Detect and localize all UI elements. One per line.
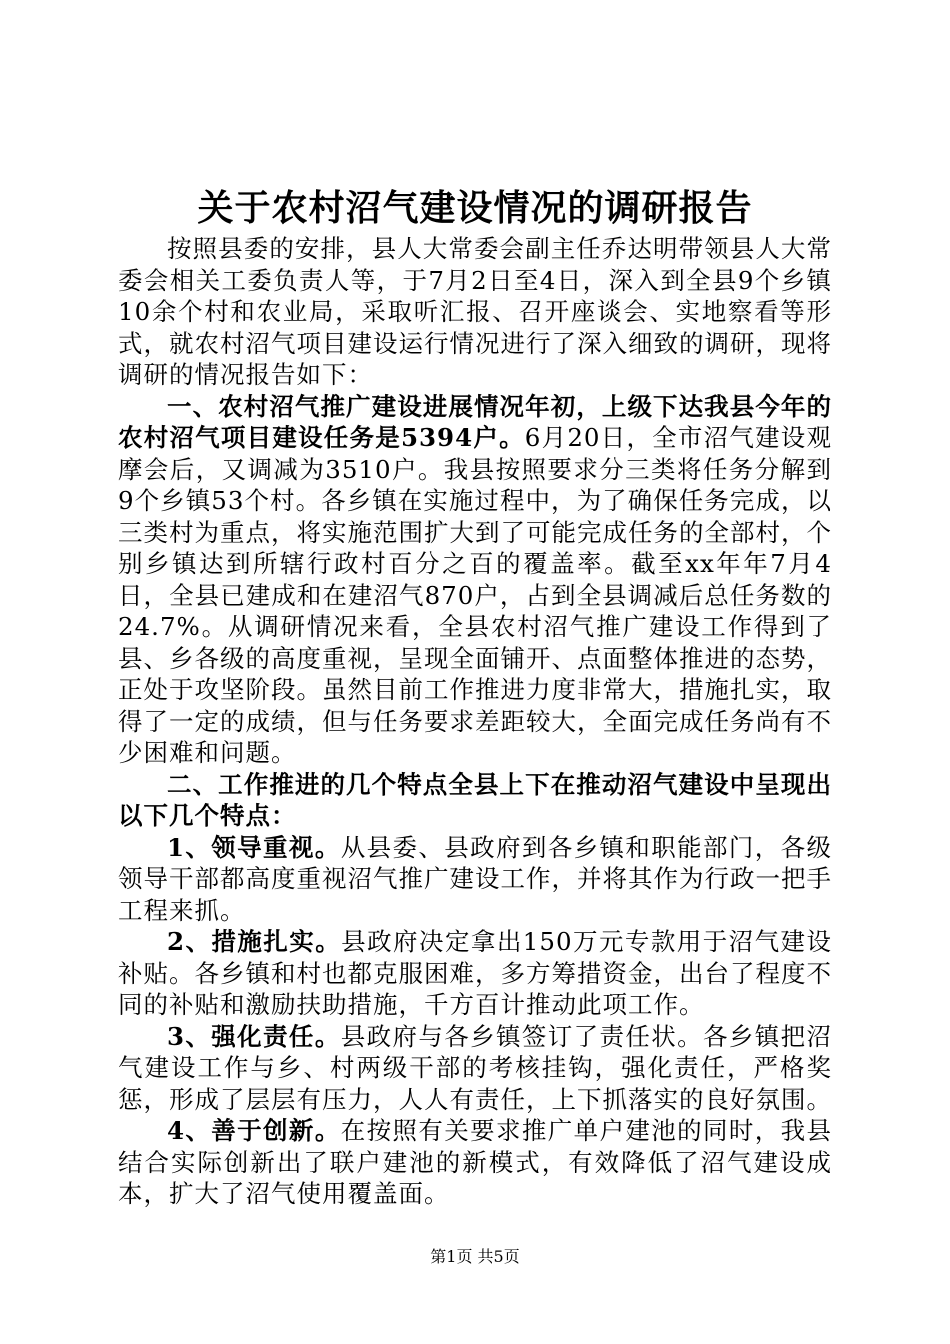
point-heading: 2、措施扎实。 (167, 927, 342, 956)
point-heading: 4、善于创新。 (167, 1116, 341, 1145)
point-heading: 3、强化责任。 (167, 1021, 341, 1051)
paragraph-point-4 (118, 1115, 832, 1210)
paragraph-section-2 (118, 769, 832, 832)
section-heading: 一、农村沼气推广建设进展情况年初，上级下达我县今年的农村沼气项目建设任务是5394户。 (118, 391, 832, 452)
paragraph-point-1 (118, 832, 832, 927)
paragraph-point-2 (118, 926, 832, 1021)
section-heading: 二、工作推进的几个特点全县上下在推动沼气建设中呈现出以下几个特点： (118, 769, 832, 830)
paragraph-intro (118, 233, 832, 391)
paragraph-text: 从县委、县政府到各乡镇和职能部门，各级领导干部都高度重视沼气推广建设工作，并将其作为行政一把手工程来抓。 (118, 832, 833, 925)
document-body (118, 233, 832, 1210)
paragraph-text: 在按照有关要求推广单户建池的同时，我县结合实际创新出了联户建池的新模式，有效降低了沼气建设成本，扩大了沼气使用覆盖面。 (118, 1116, 833, 1208)
paragraph-text: 县政府与各乡镇签订了责任状。各乡镇把沼气建设工作与乡、村两级干部的考核挂钩，强化责任，严格奖惩，形成了层层有压力，人人有责任，上下抓落实的良好氛围。 (118, 1021, 833, 1114)
paragraph-text: 县政府决定拿出150万元专款用于沼气建设补贴。各乡镇和村也都克服困难，多方筹措资金，出台了程度不同的补贴和激励扶助措施，千方百计推动此项工作。 (118, 927, 833, 1019)
document-title: 关于农村沼气建设情况的调研报告 (197, 187, 753, 229)
paragraph-point-3 (118, 1021, 832, 1116)
paragraph-text: 6月20日，全市沼气建设观摩会后，又调减为3510户。我县按照要求分三类将任务分解到9个乡镇53个村。各乡镇在实施过程中，为了确保任务完成，以三类村为重点，将实施范围扩大到了可能完成任务的全部村，个别乡镇达到所辖行政村百分之百的覆盖率。截至xx年年7月4日，全县已建成和在建沼气870户，占到全县调减后总任务数的24.7%。从调研情况来看，全县农村沼气推广建设工作得到了县、乡各级的高度重视，呈现全面铺开、点面整体推进的态势，正处于攻坚阶段。虽然目前工作推进力度非常大，措施扎实，取得了一定的成绩，但与任务要求差距较大，全面完成任务尚有不少困难和问题。 (118, 423, 832, 767)
paragraph-section-1 (118, 391, 832, 769)
point-heading: 1、领导重视。 (167, 832, 341, 862)
paragraph-text: 按照县委的安排，县人大常委会副主任乔达明带领县人大常委会相关工委负责人等，于7月2日至4日，深入到全县9个乡镇10余个村和农业局，采取听汇报、召开座谈会、实地察看等形式，就农村沼气项目建设运行情况进行了深入细致的调研，现将调研的情况报告如下： (118, 234, 832, 389)
page-number-footer: 第1页 共5页 (430, 1247, 520, 1266)
